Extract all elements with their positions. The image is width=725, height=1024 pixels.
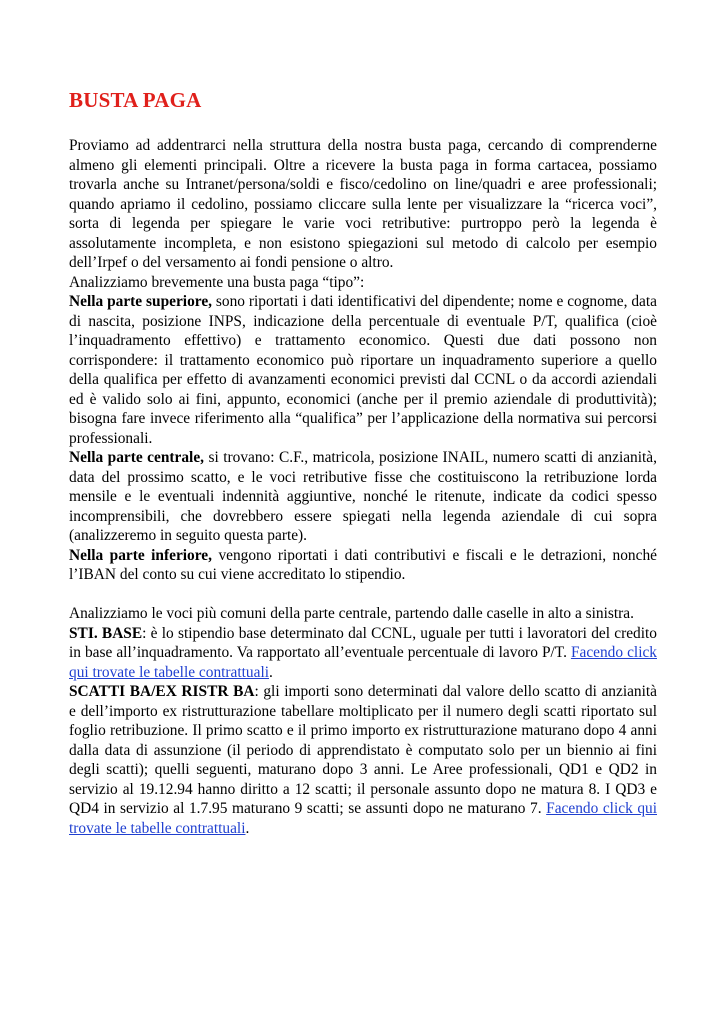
upper-section-text: sono riportati i dati identificativi del dipendente; nome e cognome, data di nascita, posizione INPS, indicazione della percentuale di eventuale P/T, qualifica (cioè l’inquadramento effettivo) e trattamento economico. Questi due dati possono non corrispondere: il trattamento economico può riportare un inquadramento superiore a quello della qualifica per effetto di avanzamenti economici previsti dal CCNL o da accordi aziendali ed è valido solo ai fini, appunto, economici (anche per il premio aziendale di produttività); bisogna fare invece riferimento alla “qualifica” per l’applicazione della normativa sui percorsi professionali. xyxy=(69,293,657,447)
scatti-end: . xyxy=(245,819,250,837)
upper-section-paragraph xyxy=(69,292,657,448)
scatti-tables-link[interactable]: Facendo click qui trovate le tabelle contrattuali xyxy=(69,800,657,837)
scatti-paragraph xyxy=(69,682,657,838)
scatti-heading: SCATTI BA/EX RISTR BA xyxy=(69,683,255,700)
sti-base-text: : è lo stipendio base determinato dal CCNL, uguale per tutti i lavoratori del credito in base all’inquadramento. Va rapportato all’eventuale percentuale di lavoro P/T. xyxy=(69,624,657,661)
analyze-intro-paragraph: Analizziamo brevemente una busta paga “tipo”: xyxy=(69,273,365,291)
lower-section-paragraph xyxy=(69,546,657,585)
voci-intro-paragraph: Analizziamo le voci più comuni della parte centrale, partendo dalle caselle in alto a sinistra. xyxy=(69,605,634,622)
central-section-text: si trovano: C.F., matricola, posizione INAIL, numero scatti di anzianità, data del prossimo scatto, e le voci retributive fisse che costituiscono la retribuzione lorda mensile e le eventuali indennità aggiuntive, nonché le ritenute, indicate da codici spesso incomprensibili, che dovrebbero essere spiegati nella legenda aziendale di cui sopra (analizzeremo in seguito questa parte). xyxy=(69,449,657,544)
intro-paragraph: Proviamo ad addentrarci nella struttura della nostra busta paga, cercando di comprenderne almeno gli elementi principali. Oltre a ricevere la busta paga in forma cartacea, possiamo trovarla anche su Intranet/persona/soldi e fisco/cedolino on line/quadri e aree professionali; quando apriamo il cedolino, possiamo cliccare sulla lente per visualizzare la “ricerca voci”, sorta di legenda per spiegare le varie voci retributive: purtroppo però la legenda è assolutamente incompleta, e non esistono spiegazioni sul metodo di calcolo per esempio dell’Irpef o del versamento ai fondi pensione o altro. xyxy=(69,137,657,271)
lower-section-text: vengono riportati i dati contributivi e fiscali e le detrazioni, nonché l’IBAN del conto su cui viene accreditato lo stipendio. xyxy=(69,546,657,583)
page-title: BUSTA PAGA xyxy=(69,88,202,112)
central-section-heading: Nella parte centrale, xyxy=(69,449,205,466)
scatti-text: : gli importi sono determinati dal valore dello scatto di anzianità e dell’importo ex ristrutturazione tabellare moltiplicato per il numero degli scatti riportato sul foglio retribuzione. Il primo scatto e il primo importo ex ristrutturazione maturano dopo 4 anni dalla data di assunzione (il periodo di apprendistato è computato solo per un biennio ai fini degli scatti); quelli seguenti, maturano dopo 3 anni. Le Aree professionali, QD1 e QD2 in servizio al 19.12.94 hanno diritto a 12 scatti; il personale assunto dopo ne matura 8. I QD3 e QD4 in servizio al 1.7.95 maturano 9 scatti; se assunti dopo ne maturano 7. xyxy=(69,683,658,817)
sti-base-tables-link[interactable]: Facendo click qui trovate le tabelle contrattuali xyxy=(69,644,657,681)
sti-base-paragraph xyxy=(69,624,657,683)
sti-base-end: . xyxy=(269,663,273,681)
document-body xyxy=(69,136,657,838)
lower-section-heading: Nella parte inferiore, xyxy=(69,546,212,564)
upper-section-heading: Nella parte superiore, xyxy=(69,293,212,310)
central-section-paragraph xyxy=(69,448,657,546)
sti-base-heading: STI. BASE xyxy=(69,624,143,642)
